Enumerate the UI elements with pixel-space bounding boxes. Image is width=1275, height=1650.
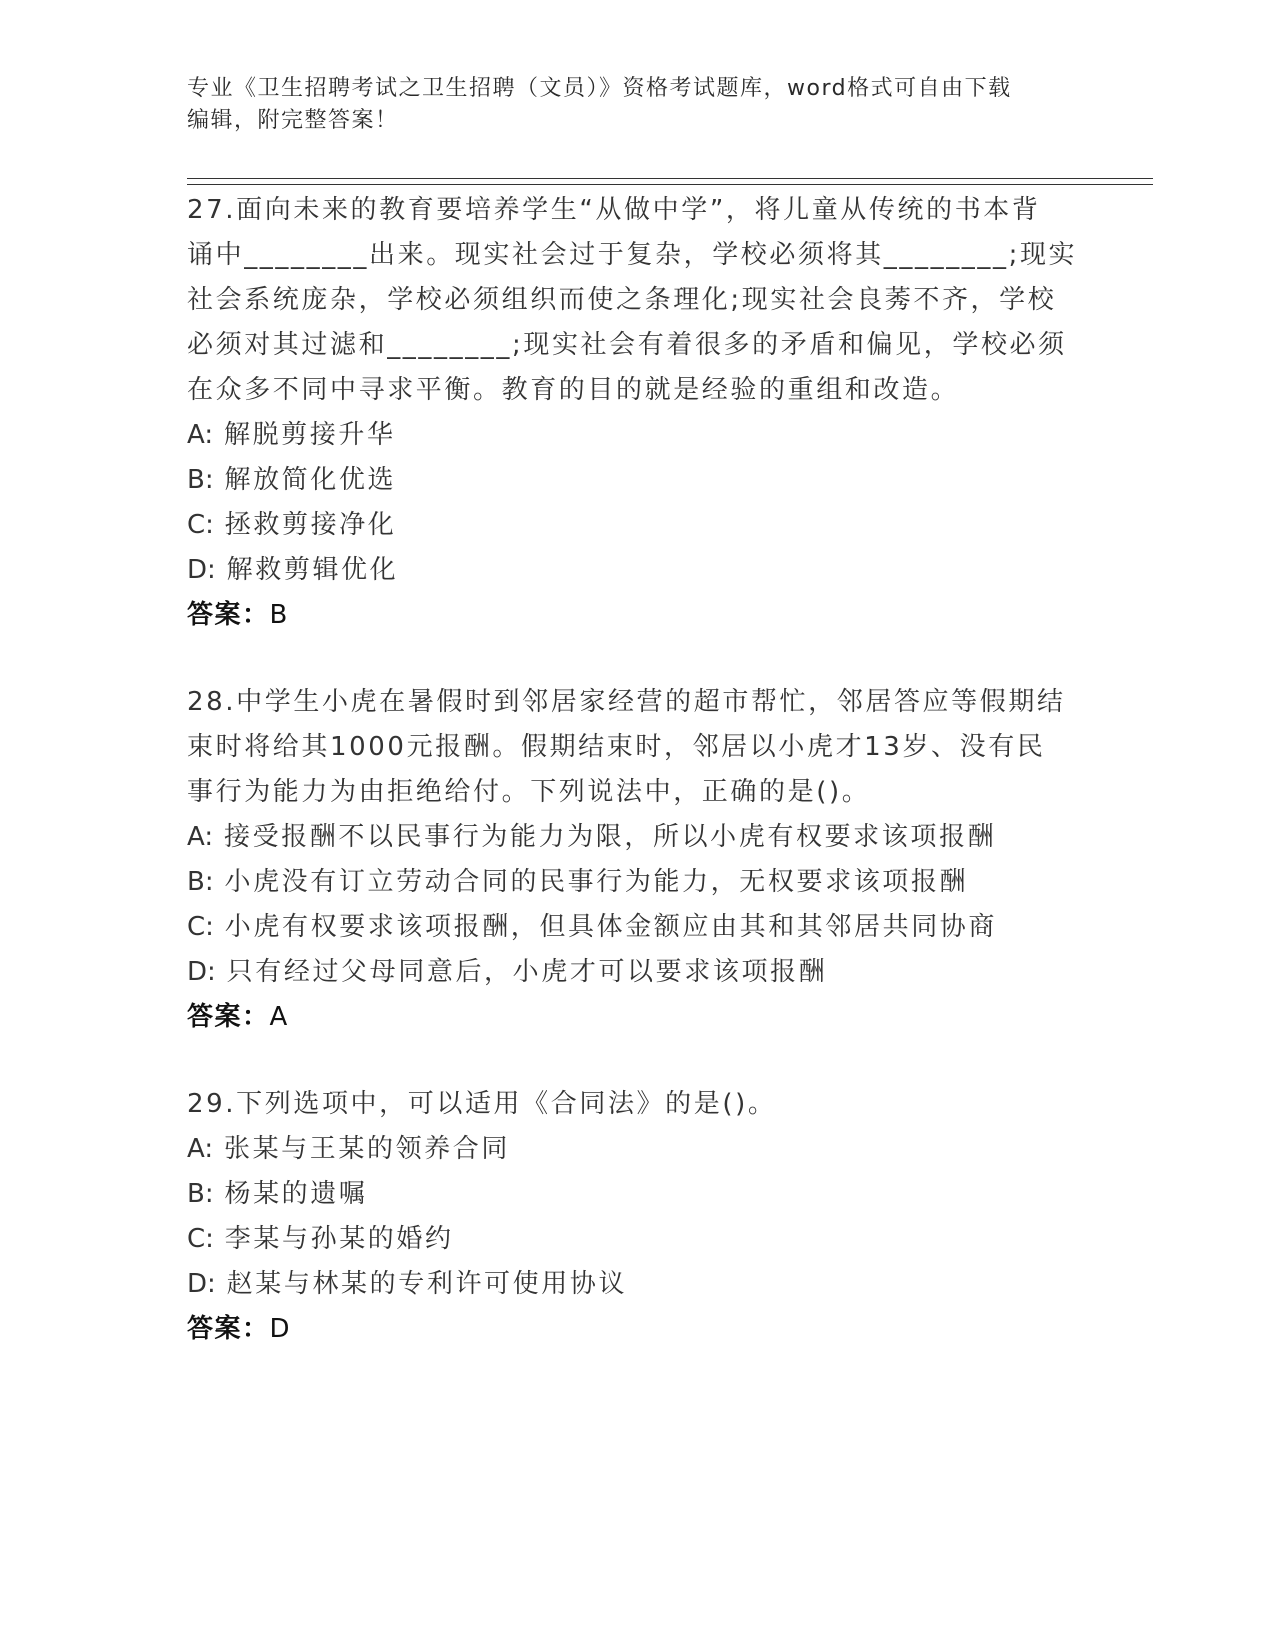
option-text: 只有经过父母同意后，小虎才可以要求该项报酬	[226, 957, 828, 987]
option-letter: C:	[187, 912, 214, 942]
option-text: 杨某的遗嘱	[224, 1179, 368, 1209]
header-line-1: 专业《卫生招聘考试之卫生招聘（文员）》资格考试题库，word格式可自由下载	[187, 76, 1012, 101]
answer-line	[187, 995, 1087, 1040]
option-letter: C:	[187, 1224, 214, 1254]
option-letter: A:	[187, 1134, 214, 1164]
option-letter: D:	[187, 1269, 216, 1299]
option-c	[187, 905, 1087, 950]
header-divider-bottom	[187, 184, 1153, 185]
stem-line: 27.面向未来的教育要培养学生“从做中学”，将儿童从传统的书本背	[187, 195, 1041, 225]
answer-line	[187, 593, 1087, 638]
option-letter: C:	[187, 510, 214, 540]
option-text: 小虎有权要求该项报酬，但具体金额应由其和其邻居共同协商	[224, 912, 997, 942]
question-list	[187, 188, 1087, 1394]
option-b	[187, 860, 1087, 905]
option-d	[187, 950, 1087, 995]
option-letter: B:	[187, 1179, 214, 1209]
answer-value: B	[269, 600, 289, 630]
option-text: 小虎没有订立劳动合同的民事行为能力，无权要求该项报酬	[224, 867, 969, 897]
answer-value: A	[269, 1002, 289, 1032]
option-text: 解救剪辑优化	[226, 555, 399, 585]
stem-line: 28.中学生小虎在暑假时到邻居家经营的超市帮忙，邻居答应等假期结	[187, 687, 1066, 717]
stem-line: 诵中________出来。现实社会过于复杂，学校必须将其________;现实	[187, 240, 1078, 270]
question-27	[187, 188, 1087, 638]
question-29	[187, 1082, 1087, 1352]
question-28	[187, 680, 1087, 1040]
stem-line: 在众多不同中寻求平衡。教育的目的就是经验的重组和改造。	[187, 375, 960, 405]
option-d	[187, 1262, 1087, 1307]
header-divider-top	[187, 178, 1153, 179]
option-letter: A:	[187, 420, 214, 450]
question-stem	[187, 1082, 1087, 1127]
stem-line: 必须对其过滤和________;现实社会有着很多的矛盾和偏见，学校必须	[187, 330, 1067, 360]
option-a	[187, 815, 1087, 860]
option-d	[187, 548, 1087, 593]
header-line-2: 编辑，附完整答案！	[187, 108, 399, 133]
option-text: 张某与王某的领养合同	[223, 1134, 510, 1164]
option-c	[187, 503, 1087, 548]
option-text: 解放简化优选	[224, 465, 397, 495]
option-text: 赵某与林某的专利许可使用协议	[226, 1269, 628, 1299]
option-b	[187, 458, 1087, 503]
option-a	[187, 413, 1087, 458]
stem-line: 束时将给其1000元报酬。假期结束时，邻居以小虎才13岁、没有民	[187, 732, 1046, 762]
answer-value: D	[269, 1314, 292, 1344]
option-letter: A:	[187, 822, 214, 852]
question-stem	[187, 188, 1087, 413]
option-c	[187, 1217, 1087, 1262]
option-letter: D:	[187, 957, 216, 987]
option-text: 接受报酬不以民事行为能力为限，所以小虎有权要求该项报酬	[223, 822, 997, 852]
stem-line: 社会系统庞杂，学校必须组织而使之条理化;现实社会良莠不齐，学校	[187, 285, 1057, 315]
answer-label: 答案：	[187, 1002, 270, 1032]
stem-line: 29.下列选项中，可以适用《合同法》的是()。	[187, 1089, 777, 1119]
option-text: 解脱剪接升华	[223, 420, 396, 450]
option-letter: B:	[187, 465, 214, 495]
answer-label: 答案：	[187, 600, 270, 630]
answer-line	[187, 1307, 1087, 1352]
answer-label: 答案：	[187, 1314, 270, 1344]
option-text: 拯救剪接净化	[224, 510, 397, 540]
stem-line: 事行为能力为由拒绝给付。下列说法中，正确的是()。	[187, 777, 871, 807]
option-b	[187, 1172, 1087, 1217]
option-text: 李某与孙某的婚约	[224, 1224, 454, 1254]
option-a	[187, 1127, 1087, 1172]
option-letter: D:	[187, 555, 216, 585]
option-letter: B:	[187, 867, 214, 897]
document-header	[187, 73, 1087, 137]
question-stem	[187, 680, 1087, 815]
